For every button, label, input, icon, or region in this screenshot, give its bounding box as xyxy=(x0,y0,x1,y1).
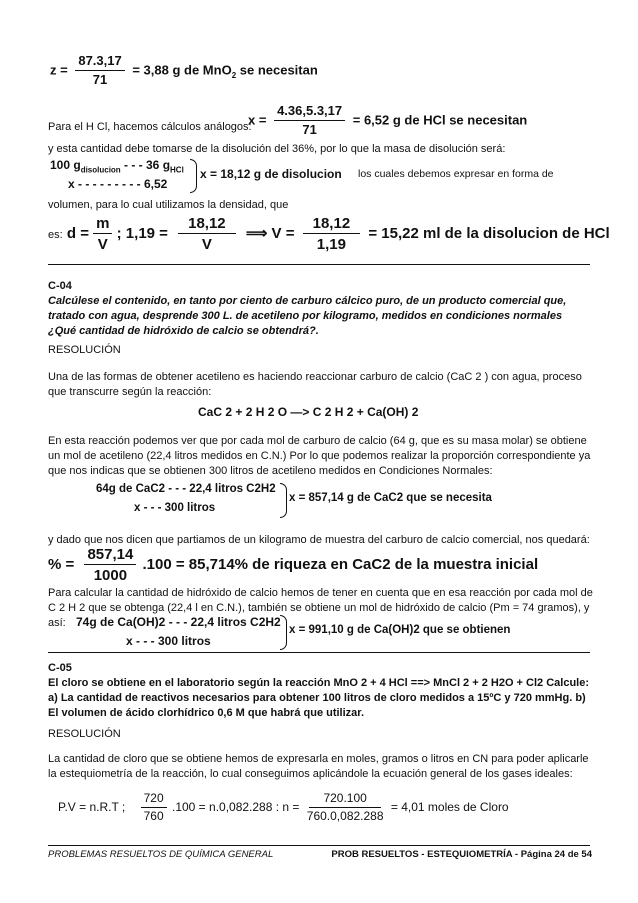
proportion1-row2: x - - - - - - - - - 6,52 xyxy=(68,177,168,191)
eq3-sep: ; 1,19 = xyxy=(116,225,168,243)
footer-right: PROB RESUELTOS - ESTEQUIOMETRÍA - Página 24 de 54 xyxy=(331,849,592,860)
eq3-result: = 15,22 ml de la disolucion de HCl xyxy=(368,225,610,243)
c04-paragraph-2: En esta reacción podemos ver que por cada mol de carburo de calcio (64 g, que es su masa molar) se obtiene un mol de acetileno (22,4 litros medidos en C.N.) Por lo que podemos realizar la proporción correspondiente ya que nos indicas que se obtienen 300 litros de acetileno medidos en Condiciones Normales: xyxy=(48,435,591,477)
eq3-d: d = xyxy=(66,225,89,243)
eq3-m: m xyxy=(93,215,112,234)
gas-den1: 760 xyxy=(143,808,164,823)
eq3-es: es: xyxy=(48,229,63,242)
problem-code-c04: C-04 xyxy=(48,280,72,292)
c04-paragraph-1: Una de las formas de obtener acetileno es haciendo reaccionar carburo de calcio (CaC 2 ) con agua, proceso que transcurre según la reacción: xyxy=(48,371,582,398)
c04-paragraph-4: Para calcular la cantidad de hidróxido de calcio hemos de tener en cuenta que en esa reacción por cada mol de C 2 H 2 que se obtenga (22,4 l en C.N.), también se obtiene un mol de hidróxido de calcio (Pm = 74 gramos), y así: xyxy=(48,587,593,629)
resolution-heading-c04: RESOLUCIÓN xyxy=(48,344,121,356)
prop1-row1-sub: disolucion xyxy=(80,165,121,175)
proportion1-note: los cuales debemos expresar en forma de xyxy=(358,168,554,180)
eq3-den3: 1,19 xyxy=(316,236,346,254)
section-divider-2 xyxy=(48,652,590,653)
pct-result: .100 = 85,714% de riqueza en CaC2 de la muestra inicial xyxy=(142,556,539,574)
gas-num2: 720.100 xyxy=(309,792,380,808)
c04-proportion2-result: x = 991,10 g de Ca(OH)2 que se obtienen xyxy=(289,624,511,636)
footer-rule xyxy=(48,845,590,846)
problem-statement-c04: Calcúlese el contenido, en tanto por ciento de carburo cálcico puro, de un producto comercial que, tratado con agua, desprende 300 L. de acetileno por kilogramo, medidos en condiciones normales ¿Qué cantidad de hidróxido de calcio se obtendrá?. xyxy=(48,295,567,337)
eq2-denominator: 71 xyxy=(302,121,317,137)
eq1-tail: se necesitan xyxy=(236,62,318,78)
hcl-intro-text: Para el H Cl, hacemos cálculos análogos: xyxy=(48,121,252,133)
c04-proportion2-brace xyxy=(280,615,287,650)
c04-proportion-brace xyxy=(280,483,287,518)
pct-lhs: % = xyxy=(48,556,75,574)
reaction-equation: CaC 2 + 2 H 2 O —> C 2 H 2 + Ca(OH) 2 xyxy=(198,405,419,419)
c04-paragraph-3: y dado que nos dicen que partiamos de un kilogramo de muestra del carburo de calcio comercial, nos quedará: xyxy=(48,534,590,546)
eq1-lhs: z = xyxy=(50,62,68,78)
gas-eq-c: = 4,01 moles de Cloro xyxy=(390,799,509,814)
eq1-numerator: 87.3,17 xyxy=(75,54,124,71)
equation-hcl xyxy=(248,104,527,138)
eq3-num2: 18,12 xyxy=(178,215,236,234)
c04-proportion2-row1: 74g de Ca(OH)2 - - - 22,4 litros C2H2 xyxy=(76,615,281,629)
eq3-den2: V xyxy=(201,236,212,254)
eq2-result: = 6,52 g de HCl se necesitan xyxy=(352,112,528,128)
c04-proportion-row2: x - - - 300 litros xyxy=(134,502,216,514)
dilution-text: y esta cantidad debe tomarse de la disolución del 36%, por lo que la masa de disolución será: xyxy=(48,143,506,155)
purity-equation xyxy=(48,546,538,585)
eq2-lhs: x = xyxy=(248,112,267,128)
eq3-fraction-2 xyxy=(178,215,236,254)
footer-left: PROBLEMAS RESUELTOS DE QUÍMICA GENERAL xyxy=(48,849,274,860)
proportion1-brace xyxy=(190,159,197,193)
pct-fraction xyxy=(84,546,136,585)
proportion1-row1 xyxy=(50,158,184,174)
eq3-fraction-m-v xyxy=(93,215,112,254)
eq1-denominator: 71 xyxy=(92,71,108,87)
eq2-numerator: 4.36,5.3,17 xyxy=(274,104,345,121)
equation-density xyxy=(48,215,610,254)
eq1-sub: 2 xyxy=(231,70,237,80)
c04-proportion-result: x = 857,14 g de CaC2 que se necesita xyxy=(289,492,492,504)
gas-den2: 760.0,082.288 xyxy=(306,808,384,823)
pct-denominator: 1000 xyxy=(93,567,128,585)
eq3-fraction-3 xyxy=(303,215,361,254)
gas-fraction-2 xyxy=(307,792,384,824)
section-divider xyxy=(48,264,590,265)
problem-code-c05: C-05 xyxy=(48,662,72,674)
eq3-num3: 18,12 xyxy=(303,215,361,234)
resolution-heading-c05: RESOLUCIÓN xyxy=(48,728,121,740)
c04-proportion2-row2: x - - - 300 litros xyxy=(126,634,211,648)
problem-statement-c05: El cloro se obtiene en el laboratorio según la reacción MnO 2 + 4 HCl ==> MnCl 2 + 2 H2O + Cl2 Calcule: a) La cantidad de reactivos necesarios para obtener 100 litros de cloro medidos a 15ºC y 720 mmHg. b) El volumen de ácido clorhídrico 0,6 M que habrá que utilizar. xyxy=(48,677,590,719)
implies-arrow-icon: ⟹ xyxy=(245,225,268,243)
c05-paragraph-1: La cantidad de cloro que se obtiene hemos de expresarla en moles, gramos o litros en CN para poder aplicarle la estequiometría de la reacción, lo cual conseguimos aplicándole la ecuación general de los gases ideales: xyxy=(48,753,589,780)
eq1-result: = 3,88 g de MnO xyxy=(132,62,232,78)
eq3-v: V xyxy=(97,236,108,254)
eq3-v-eq: V = xyxy=(271,225,295,243)
eq2-fraction xyxy=(274,104,345,138)
eq1-fraction xyxy=(75,54,124,88)
gas-eq-a: P.V = n.R.T ; xyxy=(58,799,126,814)
gas-eq-b: .100 = n.0,082.288 : n = xyxy=(171,799,300,814)
proportion1-result: x = 18,12 g de disolucion xyxy=(200,167,342,181)
volume-text: volumen, para lo cual utilizamos la densidad, que xyxy=(48,199,289,211)
prop1-row1-mid: - - - 36 g xyxy=(120,158,171,172)
prop1-row1-sub2: HCl xyxy=(170,165,184,175)
gas-num1: 720 xyxy=(141,792,167,808)
equation-mno2 xyxy=(50,54,318,88)
pct-numerator: 857,14 xyxy=(84,546,136,565)
gas-fraction-1 xyxy=(141,792,167,824)
prop1-row1-a: 100 g xyxy=(50,158,81,172)
c04-proportion-row1: 64g de CaC2 - - - 22,4 litros C2H2 xyxy=(96,483,276,495)
ideal-gas-equation xyxy=(58,792,509,824)
